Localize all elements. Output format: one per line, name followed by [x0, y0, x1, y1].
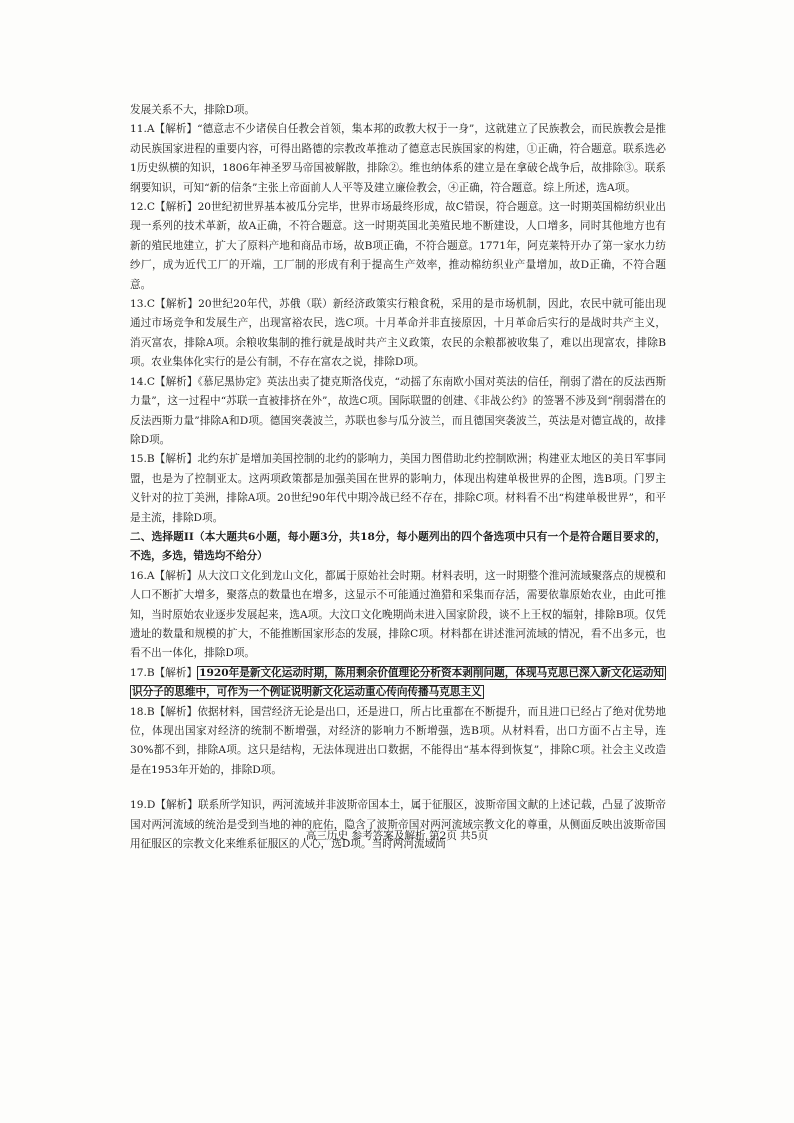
paragraph-text: 20世纪20年代，苏俄（联）新经济政策实行粮食税，采用的是市场机制，因此，农民中就可能出现通过市场竞争和发展生产，出现富裕农民，选C项。十月革命并非直接原因，十月革命后实行的是战时共产主义，消灭富农，排除A项。余粮收集制的推行就是战时共产主义政策，农民的余粮都被收集了，难以出现富农，排除B项。农业集体化实行的是公有制，不存在富农之说，排除D项。: [130, 298, 667, 369]
answer-label: 15.B【解析】: [130, 453, 198, 466]
paragraph-text: 从大汶口文化到龙山文化，都属于原始社会时期。材料表明，这一时期整个淮河流域聚落点的规模和人口不断扩大增多，聚落点的数量也在增多，这显示不可能通过渔猎和采集而存活，需要依靠原始农业，由此可推知，当时原始农业逐步发展起来，选A项。大汶口文化晚期尚未进入国家阶段，谈不上王权的辐射，排除B项。仅凭遗址的数量和规模的扩大，不能推断国家形态的发展，排除C项。材料都在讲述淮河流域的情况，看不出多元，也看不出一体化，排除D项。: [130, 569, 666, 660]
paragraph-11: [130, 120, 666, 198]
paragraph-12: [130, 198, 666, 295]
paragraph-text: 发展关系不大，排除D项。: [130, 104, 256, 116]
paragraph-18: [130, 703, 666, 781]
section-heading: 二、选择题II（本大题共6小题，每小题3分，共18分，每小题列出的四个备选项中只有一个是符合题目要求的，不选，多选，错选均不给分）: [130, 530, 666, 563]
answer-label: 12.C【解析】: [130, 201, 198, 214]
answer-label: 11.A【解析】: [130, 123, 198, 136]
answer-label: 13.C【解析】: [130, 298, 199, 311]
answer-label: 14.C【解析】: [130, 375, 198, 388]
paragraph-text: 北约东扩是增加美国控制的北约的影响力，美国力图借助北约控制欧洲；构建亚太地区的美日军事同盟，也是为了控制亚太。这两项政策都是加强美国在世界的影响力，体现出构建单极世界的企图，选B项。门罗主义针对的拉丁美洲，排除A项。20世纪90年代中期冷战已经不存在，排除C项。材料看不出“构建单极世界”，和平是主流，排除D项。: [130, 453, 666, 524]
answer-label: 18.B【解析】: [130, 705, 198, 718]
answer-analysis-content: [130, 101, 666, 854]
paragraph-10-tail: [130, 101, 666, 120]
paragraph-17: [130, 664, 666, 703]
paragraph-text: 《慕尼黑协定》英法出卖了捷克斯洛伐克，“动摇了东南欧小国对英法的信任，削弱了潜在的反法西斯力量”，这一过程中“苏联一直被排挤在外”，故选C项。国际联盟的创建、《非战公约》的签署不涉及到“削弱潜在的反法西斯力量”排除A和D项。德国突袭波兰，苏联也参与瓜分波兰，而且德国突袭波兰，英法是对德宣战的，故排除D项。: [130, 375, 666, 446]
paragraph-text: 20世纪初世界基本被瓜分完毕，世界市场最终形成，故C错误，符合题意。这一时期英国棉纺织业出现一系列的技术革新，故A正确，不符合题意。这一时期英国北美殖民地不断建设，人口增多，同时其他地方也有新的殖民地建立，扩大了原料产地和商品市场，故B项正确，不符合题意。1771年，阿克莱特开办了第一家水力纺纱厂，成为近代工厂的开端，工厂制的形成有利于提高生产效率，推动棉纺织业产量增加，故D正确，不符合题意。: [130, 201, 666, 291]
paragraph-spacer: [130, 780, 666, 796]
paragraph-text: 依据材料，国营经济无论是出口，还是进口，所占比重都在不断提升，而且进口已经占了绝对优势地位，体现出国家对经济的统制不断增强，对经济的影响力不断增强，选B项。从材料看，出口方面不占主导，连30%都不到，排除A项。这只是结构，无法体现进出口数据，不能得出“基本得到恢复”，排除C项。社会主义改造是在1953年开始的，排除D项。: [130, 705, 666, 776]
paragraph-text: “德意志不少诸侯自任教会首领，集本邦的政教大权于一身”，这就建立了民族教会，而民族教会是推动民族国家进程的重要内容，可得出路德的宗教改革推动了德意志民族国家的构建，①正确，符合题意。联系选必1历史纵横的知识，1806年神圣罗马帝国被解散，排除②。维也纳体系的建立是在拿破仑战争后，故排除③。联系纲要知识，可知“新的信条”主张上帝面前人人平等及建立廉俭教会，④正确，符合题意。综上所述，选A项。: [130, 123, 666, 194]
paragraph-15: [130, 450, 666, 528]
paragraph-13: [130, 295, 666, 373]
answer-label: 19.D【解析】: [130, 799, 198, 812]
highlighted-text: 1920年是新文化运动时期，陈用剩余价值理论分析资本剥削问题，体现马克思已深入新文化运动知识分子的思维中，可作为一个例证说明新文化运动重心传向传播马克思主义: [132, 666, 664, 699]
answer-label: 16.A【解析】: [130, 569, 198, 582]
paragraph-14: [130, 373, 666, 451]
page-footer: 高三历史 参考答案及解析 第2页 共5页: [305, 830, 489, 842]
paragraph-text: 联系所学知识，两河流域并非波斯帝国本土，属于征服区，波斯帝国文献的上述记载，凸显了波斯帝国对两河流域的统治是受到当地的神的庇佑，隐含了波斯帝国对两河流域宗教文化的尊重，从侧面反映出波斯帝国用征服区的宗教文化来维系征服区的人心，选D项。当时两河流域尚: [130, 799, 667, 851]
answer-label: 17.B【解析】: [130, 666, 198, 679]
paragraph-19: [130, 796, 666, 854]
paragraph-16: [130, 567, 666, 664]
